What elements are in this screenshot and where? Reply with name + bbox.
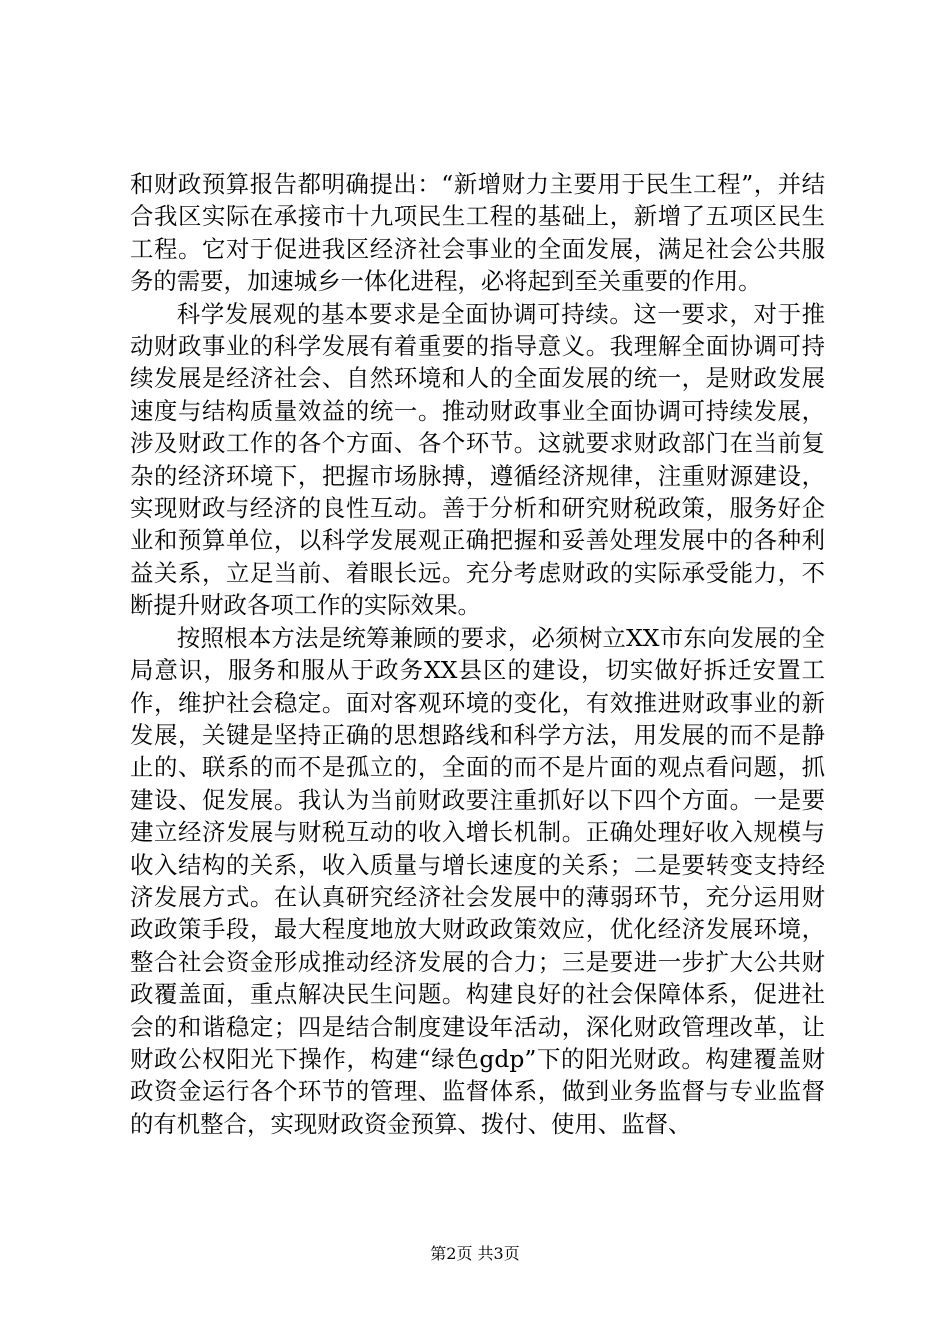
paragraph-continuation: 和财政预算报告都明确提出：“新增财力主要用于民生工程”，并结合我区实际在承接市十九项民生工程的基础上，新增了五项区民生工程。它对于促进我区经济社会事业的全面发展，满足社会公共服务的需要，加速城乡一体化进程，必将起到至关重要的作用。 xyxy=(130,170,825,296)
paragraph-scientific-development: 科学发展观的基本要求是全面协调可持续。这一要求，对于推动财政事业的科学发展有着重要的指导意义。我理解全面协调可持续发展是经济社会、自然环境和人的全面发展的统一，是财政发展速度与结构质量效益的统一。推动财政事业全面协调可持续发展，涉及财政工作的各个方面、各个环节。这就要求财政部门在当前复杂的经济环境下，把握市场脉搏，遵循经济规律，注重财源建设，实现财政与经济的良性互动。善于分析和研究财税政策，服务好企业和预算单位，以科学发展观正确把握和妥善处理发展中的各种利益关系，立足当前、着眼长远。充分考虑财政的实际承受能力，不断提升财政各项工作的实际效果。 xyxy=(130,299,825,620)
page-number-footer: 第2页 共3页 xyxy=(430,1244,520,1263)
document-body xyxy=(130,168,825,1140)
paragraph-overall-planning: 按照根本方法是统筹兼顾的要求，必须树立XX市东向发展的全局意识，服务和服从于政务XX县区的建设，切实做好拆迁安置工作，维护社会稳定。面对客观环境的变化，有效推进财政事业的新发展，关键是坚持正确的思想路线和科学方法，用发展的而不是静止的、联系的而不是孤立的，全面的而不是片面的观点看问题，抓建设、促发展。我认为当前财政要注重抓好以下四个方面。一是要建立经济发展与财税互动的收入增长机制。正确处理好收入规模与收入结构的关系，收入质量与增长速度的关系；二是要转变支持经济发展方式。在认真研究经济社会发展中的薄弱环节，充分运用财政政策手段，最大程度地放大财政政策效应，优化经济发展环境，整合社会资金形成推动经济发展的合力；三是要进一步扩大公共财政覆盖面，重点解决民生问题。构建良好的社会保障体系，促进社会的和谐稳定；四是结合制度建设年活动，深化财政管理改革，让财政公权阳光下操作，构建“绿色gdp”下的阳光财政。构建覆盖财政资金运行各个环节的管理、监督体系，做到业务监督与专业监督的有机整合，实现财政资金预算、拨付、使用、监督、 xyxy=(130,623,825,1138)
